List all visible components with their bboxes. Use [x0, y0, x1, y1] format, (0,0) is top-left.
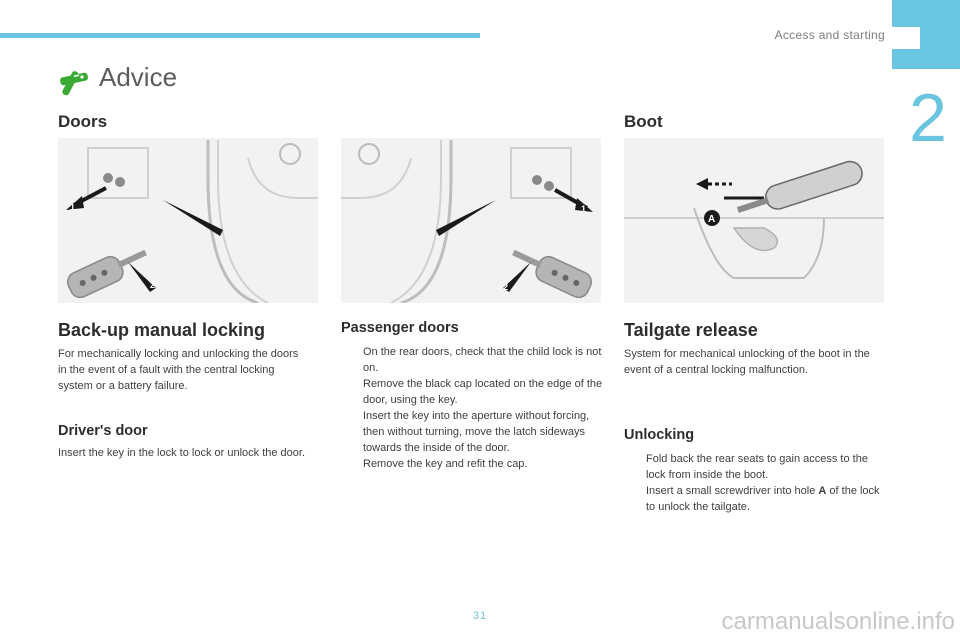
drivers-door-title: Driver's door — [58, 423, 148, 439]
page-number: 31 — [472, 610, 488, 622]
chapter-tab-top — [892, 0, 960, 27]
list-item: On the rear doors, check that the child lock is not on. — [363, 346, 602, 374]
figure-label-2: 2 — [150, 280, 156, 290]
list-item: Insert the key into the aperture without forcing, then without turning, move the latch sideways towards the inside of the door. — [363, 410, 590, 454]
advice-tool-icon — [58, 66, 90, 98]
backup-locking-text: For mechanically locking and unlocking the doors in the event of a fault with the central locking system or a battery failure. — [58, 348, 299, 392]
passenger-doors-list — [341, 344, 603, 472]
driver-door-illustration — [58, 138, 318, 303]
watermark: carmanualsonline.info — [721, 608, 955, 635]
figure-label-a: A — [708, 214, 716, 225]
section-header-title: Access and starting — [774, 28, 885, 42]
list-item: Fold back the rear seats to gain access to the lock from inside the boot. — [646, 453, 868, 481]
list-item: Insert a small screwdriver into hole A of the lock to unlock the tailgate. — [646, 485, 880, 513]
figure-label-1b: 1 — [581, 204, 587, 214]
list-item: Remove the black cap located on the edge of the door, using the key. — [363, 378, 603, 406]
tailgate-release-text: System for mechanical unlocking of the boot in the event of a central locking malfunction. — [624, 348, 870, 376]
tailgate-release-title: Tailgate release — [624, 320, 758, 340]
boot-section-title: Boot — [624, 112, 663, 131]
doors-section-title: Doors — [58, 112, 108, 131]
rear-door-illustration — [341, 138, 601, 303]
drivers-door-text: Insert the key in the lock to lock or unlock the door. — [58, 447, 306, 459]
header-accent-bar — [0, 33, 480, 38]
advice-heading: Advice — [99, 62, 178, 92]
list-item: Remove the key and refit the cap. — [363, 458, 528, 470]
chapter-tab-middle — [920, 27, 960, 49]
passenger-doors-title: Passenger doors — [341, 320, 459, 336]
boot-lock-illustration — [624, 138, 884, 303]
chapter-number: 2 — [909, 80, 947, 156]
backup-locking-title: Back-up manual locking — [58, 320, 266, 340]
unlocking-title: Unlocking — [624, 427, 695, 443]
unlocking-list — [624, 451, 889, 515]
figure-label-1: 1 — [70, 202, 76, 212]
figure-label-2b: 2 — [503, 282, 509, 292]
chapter-tab-bottom — [892, 49, 960, 69]
